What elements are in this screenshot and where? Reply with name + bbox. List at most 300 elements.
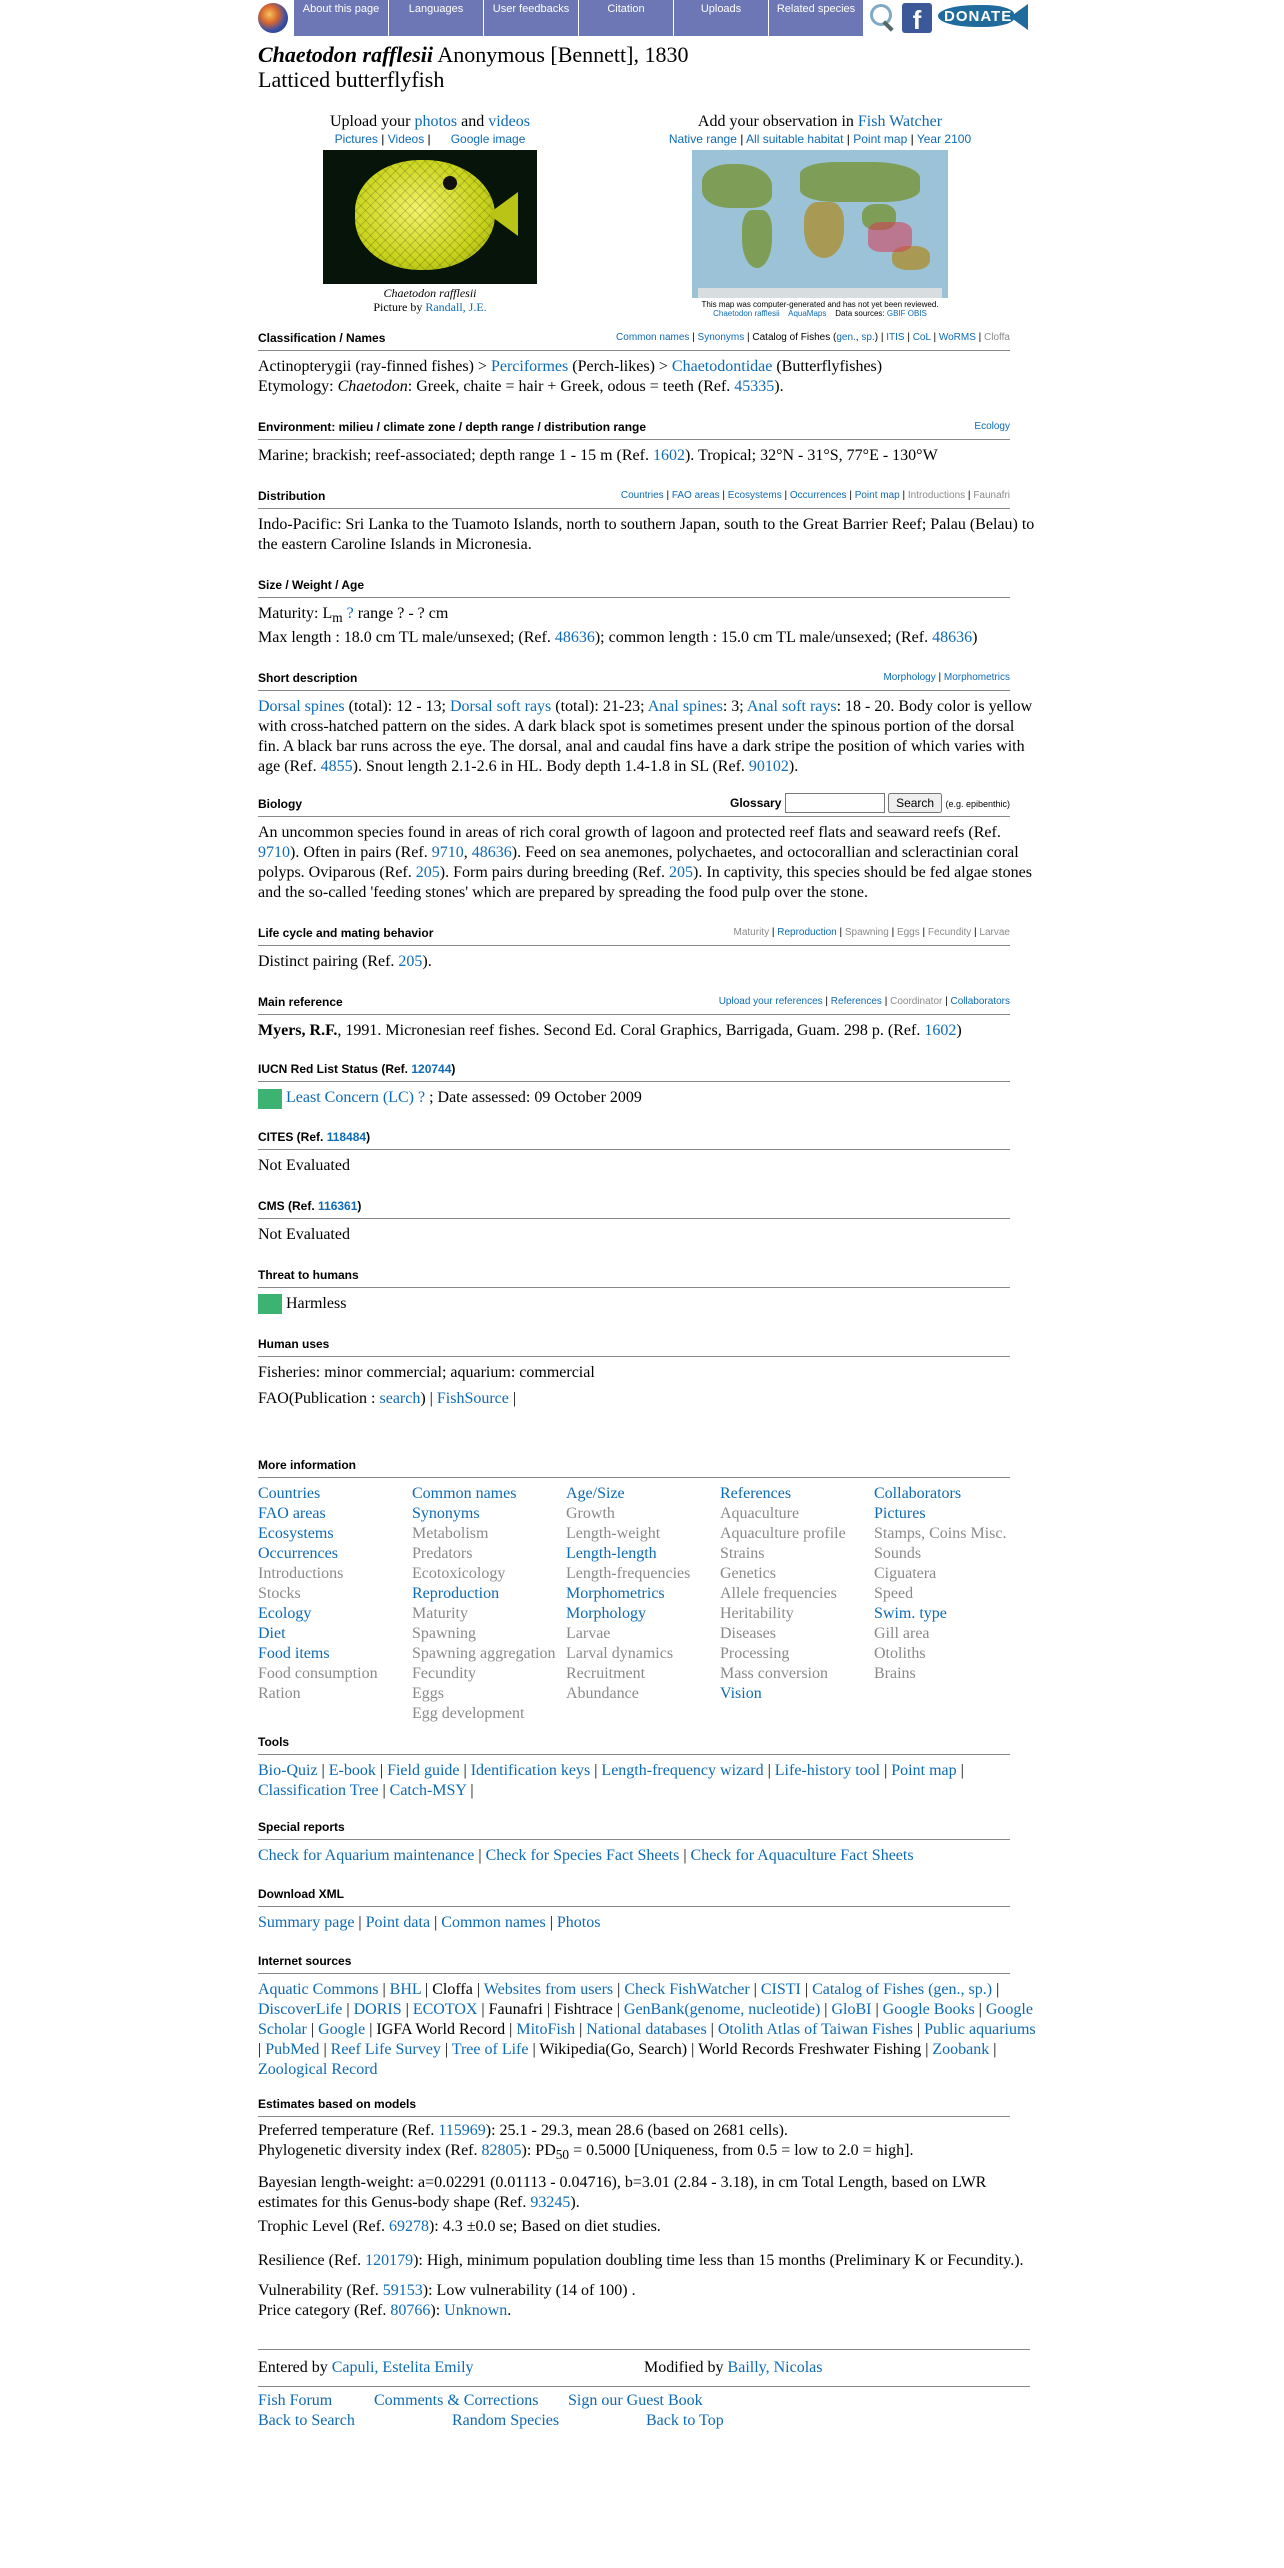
tab-coordinator: Coordinator	[890, 996, 943, 1008]
nav-uploads[interactable]: Uploads	[674, 0, 769, 36]
tab-eggs: Eggs	[896, 927, 920, 939]
photo-caption: Chaetodon rafflesii	[383, 286, 477, 300]
photographer-link[interactable]: Randall, J.E.	[425, 300, 487, 314]
description-text: : 18 - 20. Body color is yellow with cross-hatched pattern on the sides. A dark black spot is sometimes present under the spinous portion of the dorsal fin. A black bar runs across the eye. The dorsal, anal and caudal fins have a dark stripe the position of which varies with age (Ref.	[258, 698, 1033, 776]
price-end: .	[507, 2302, 512, 2320]
biology-text-3: ). Feed on sea anemones, polychaetes, and octocorallian and scleractinian coral polyps. Oviparous (Ref.	[258, 844, 1019, 882]
biology-text-4: ). Form pairs during breeding (Ref.	[439, 864, 666, 882]
xml-point-data[interactable]: Point data	[365, 1913, 431, 1931]
source-catalog-of-fishes-gen-sp[interactable]: Catalog of Fishes (gen., sp.)	[812, 1980, 993, 1998]
more-info-eggs: Eggs	[412, 1684, 444, 1702]
species-author: Anonymous [Bennett], 1830	[437, 42, 689, 67]
glossary-label: Glossary	[730, 796, 782, 811]
source-discoverlife[interactable]: DiscoverLife	[258, 2000, 343, 2018]
lifecycle-ref[interactable]: 205	[398, 953, 423, 971]
nav-citation[interactable]: Citation	[579, 0, 674, 36]
maturity-range: range ? - ? cm	[353, 605, 449, 622]
source-tree-of-life[interactable]: Tree of Life	[451, 2040, 529, 2058]
dorsal-spines-value: (total): 12 - 13;	[344, 698, 450, 716]
resilience-ref[interactable]: 120179	[365, 2252, 414, 2270]
tab-ecology[interactable]: Ecology	[974, 421, 1010, 432]
more-info-speed: Speed	[874, 1584, 914, 1602]
tab-references[interactable]: References	[830, 996, 882, 1008]
size-end: )	[972, 629, 978, 647]
distribution-text: Indo-Pacific: Sri Lanka to the Tuamoto Islands, north to southern Japan, south to the Great Barrier Reef; Palau (Belau) to the eastern Caroline Islands in Micronesia.	[258, 516, 1035, 553]
special-check-for-aquaculture-fact-sheets[interactable]: Check for Aquaculture Fact Sheets	[690, 1846, 914, 1864]
source-ecotox[interactable]: ECOTOX	[412, 2000, 478, 2018]
source-google-books[interactable]: Google Books	[882, 2000, 975, 2018]
trophic-value: ): 4.3 ±0.0 se; Based on diet studies.	[428, 2218, 661, 2236]
tab-countries[interactable]: Countries	[620, 490, 664, 501]
nav-languages[interactable]: Languages	[389, 0, 484, 36]
more-info-countries[interactable]: Countries	[258, 1484, 321, 1502]
guest-book-link[interactable]: Sign our Guest Book	[568, 2392, 703, 2410]
more-info-ecology[interactable]: Ecology	[258, 1604, 312, 1622]
tab-introductions: Introductions	[907, 490, 966, 501]
more-info-stocks: Stocks	[258, 1584, 301, 1602]
classification-section: Classification / Names Common names | Synonyms | Catalog of Fishes (gen., sp.) | ITIS | CoL | WoRMS | Cloffa Actinopterygii (ray-finned fishes) > Perciformes (Perch-likes) > Chaetodontidae (Butterflyfishes) Etymology: Chaetodon: Greek, chaite = hair + Greek, odous = teeth (Ref. 45335).	[258, 328, 1038, 397]
back-to-search-link[interactable]: Back to Search	[258, 2412, 355, 2430]
tools-section	[258, 1732, 1038, 1801]
more-info-occurrences[interactable]: Occurrences	[258, 1544, 338, 1562]
trophic-ref[interactable]: 69278	[388, 2218, 429, 2236]
more-info-sounds: Sounds	[874, 1544, 922, 1562]
main-reference-heading: Main reference	[258, 995, 343, 1010]
more-info-abundance: Abundance	[566, 1684, 639, 1702]
tool-identification-keys[interactable]: Identification keys	[470, 1761, 591, 1779]
xml-photos[interactable]: Photos	[556, 1913, 601, 1931]
distribution-heading: Distribution	[258, 489, 326, 503]
aquamaps-link[interactable]: AquaMaps	[788, 309, 827, 318]
source-national-databases[interactable]: National databases	[586, 2020, 707, 2038]
maturity-sub: m	[332, 610, 343, 626]
iucn-help-link[interactable]: ?	[417, 1089, 426, 1107]
tab-ecosystems[interactable]: Ecosystems	[727, 490, 782, 501]
videos-small-link[interactable]: Videos	[387, 132, 425, 146]
distribution-section: Distribution Countries | FAO areas | Ecosystems | Occurrences | Point map | Introductions | Faunafri Indo-Pacific: Sri Lanka to the Tuamoto Islands, north to southern Japan, south to the Great Barrier Reef; Palau (Belau) to the eastern Caroline Islands in Micronesia.	[258, 486, 1038, 555]
biology-text-5: ). In captivity, this species should be fed algae stones and the so-called 'feeding stones' which are prepared by spreading the food pulp over the stone.	[258, 864, 1032, 902]
tab-spawning: Spawning	[844, 927, 889, 939]
price-category-link[interactable]: Unknown	[444, 2302, 508, 2320]
iucn-date: ; Date assessed: 09 October 2009	[425, 1089, 642, 1107]
vulnerability-ref[interactable]: 59153	[382, 2282, 423, 2300]
blw-text: Bayesian length-weight: a=0.02291 (0.01113 - 0.04716), b=3.01 (2.84 - 3.18), in cm Total Length, based on LWR estimates for this Genus-body shape (Ref.	[258, 2174, 987, 2212]
source-wikipedia-go-search: Wikipedia(Go, Search)	[539, 2040, 688, 2058]
internet-sources-links: Aquatic Commons | BHL | Cloffa | Websites from users | Check FishWatcher | CISTI | Catalog of Fishes (gen., sp.) | DiscoverLife | DORIS | ECOTOX | Faunafri | Fishtrace | GenBank(genome, nucleotide) | GloBI | Google Books | Google Scholar | Google | IGFA World Record | MitoFish | National databases | Otolith Atlas of Taiwan Fishes | Public aquariums | PubMed | Reef Life Survey | Tree of Life | Wikipedia(Go, Search) | World Records Freshwater Fishing | Zoobank | Zoological Record	[258, 1980, 1036, 2078]
source-google-scholar[interactable]: Google Scholar	[258, 2000, 1033, 2038]
maturity-label: Maturity: L	[258, 605, 333, 622]
dorsal-spines-link[interactable]: Dorsal spines	[258, 698, 345, 716]
fishwatcher-link[interactable]: Fish Watcher	[857, 113, 943, 130]
tab-faunafri: Faunafri	[973, 490, 1010, 501]
source-zoobank[interactable]: Zoobank	[932, 2040, 990, 2058]
observation-label: Add your observation in	[697, 113, 854, 130]
special-check-for-aquarium-maintenance[interactable]: Check for Aquarium maintenance	[258, 1846, 475, 1864]
description-end: ).	[788, 758, 799, 776]
xml-common-names[interactable]: Common names	[441, 1913, 546, 1931]
cms-heading-end: )	[357, 1198, 362, 1213]
biology-ref-4[interactable]: 205	[415, 864, 440, 882]
tool-e-book[interactable]: E-book	[328, 1761, 376, 1779]
tab-common-names[interactable]: Common names	[616, 332, 690, 343]
map-panel: Add your observation in Fish Watcher Native range | All suitable habitat | Point map | Year 2100 This map was computer-generated and has not yet been reviewed. Chaetodon rafflesii AquaMaps Data sources: GBIF OBIS	[602, 112, 1038, 318]
more-info-food-items[interactable]: Food items	[258, 1644, 330, 1662]
iucn-heading	[258, 1059, 455, 1079]
source-otolith-atlas-of-taiwan-fishes[interactable]: Otolith Atlas of Taiwan Fishes	[717, 2020, 913, 2038]
more-information-grid	[258, 1484, 1038, 1724]
tab-worms[interactable]: WoRMS	[938, 332, 976, 343]
entered-by-link[interactable]: Capuli, Estelita Emily	[331, 2359, 474, 2377]
pd-value: ): PD	[521, 2141, 556, 2159]
pd-value-2: = 0.5000 [Uniqueness, from 0.5 = low to 2.0 = high].	[569, 2141, 914, 2159]
tool-life-history-tool[interactable]: Life-history tool	[774, 1761, 881, 1779]
modified-by-link[interactable]: Bailly, Nicolas	[727, 2359, 823, 2377]
biology-text-2: ). Often in pairs (Ref.	[290, 844, 428, 862]
fish-photo[interactable]	[323, 150, 537, 284]
search-icon[interactable]	[864, 0, 898, 36]
top-nav	[258, 0, 1038, 36]
more-info-ciguatera: Ciguatera	[874, 1564, 937, 1582]
more-info-recruitment: Recruitment	[566, 1664, 646, 1682]
footer-links	[258, 2391, 1038, 2431]
glossary-search-button[interactable]: Search	[888, 793, 942, 813]
threat-heading: Threat to humans	[258, 1267, 359, 1282]
download-xml-links: Summary page | Point data | Common names | Photos	[258, 1913, 601, 1931]
special-reports-links: Check for Aquarium maintenance | Check for Species Fact Sheets | Check for Aquaculture Fact Sheets	[258, 1846, 914, 1864]
year-2100-link[interactable]: Year 2100	[916, 132, 972, 146]
tab-cloffa: Cloffa	[984, 332, 1010, 343]
fishsource-sep: |	[508, 1389, 517, 1407]
more-info-fao-areas[interactable]: FAO areas	[258, 1504, 326, 1522]
anal-soft-rays-link[interactable]: Anal soft rays	[746, 698, 837, 716]
nav-user-feedbacks[interactable]: User feedbacks	[484, 0, 579, 36]
nav-related-species[interactable]: Related species	[769, 0, 864, 36]
source-genbank-genome-nucleotide[interactable]: GenBank(genome, nucleotide)	[623, 2000, 821, 2018]
description-ref-2[interactable]: 90102	[748, 758, 789, 776]
main-reference-section: Main reference Upload your references | References | Coordinator | Collaborators Myers, R.F., 1991. Micronesian reef fishes. Second Ed. Coral Graphics, Barrigada, Guam. 298 p. (Ref. 1602)	[258, 992, 1038, 1041]
upload-label: Upload your	[330, 113, 411, 130]
biology-ref-2[interactable]: 9710	[431, 844, 464, 862]
max-length-text: Max length : 18.0 cm TL male/unsexed; (Ref.	[258, 629, 551, 647]
etymology-end: ).	[774, 378, 784, 395]
more-info-diet[interactable]: Diet	[258, 1624, 286, 1642]
description-ref-1[interactable]: 4855	[320, 758, 353, 776]
photos-link[interactable]: photos	[414, 113, 458, 130]
more-info-fecundity: Fecundity	[412, 1664, 476, 1682]
tab-occurrences[interactable]: Occurrences	[789, 490, 847, 501]
footer-credits	[258, 2358, 1038, 2378]
cites-ref[interactable]: 118484	[326, 1129, 367, 1144]
comments-link[interactable]: Comments & Corrections	[374, 2392, 539, 2410]
modified-by-label: Modified by	[644, 2359, 724, 2377]
more-info-column	[412, 1484, 566, 1724]
source-reef-life-survey[interactable]: Reef Life Survey	[330, 2040, 441, 2058]
more-info-common-names[interactable]: Common names	[412, 1484, 517, 1502]
cites-heading-end: )	[366, 1129, 371, 1144]
environment-text: Marine; brackish; reef-associated; depth range 1 - 15 m (Ref.	[258, 447, 649, 464]
source-globi[interactable]: GloBI	[831, 2000, 872, 2018]
more-info-genetics: Genetics	[720, 1564, 776, 1582]
iucn-ref[interactable]: 120744	[411, 1062, 452, 1077]
tool-catch-msy[interactable]: Catch-MSY	[389, 1781, 467, 1799]
pd-sub: 50	[555, 2147, 570, 2163]
tool-classification-tree[interactable]: Classification Tree	[258, 1781, 379, 1799]
size-heading: Size / Weight / Age	[258, 578, 365, 592]
source-bhl[interactable]: BHL	[389, 1980, 422, 1998]
fishsource-link[interactable]: FishSource	[436, 1389, 509, 1407]
more-info-spawning: Spawning	[412, 1624, 476, 1642]
biology-text-1: An uncommon species found in areas of rich coral growth of lagoon and protected reef flats and seaward reefs (Ref.	[258, 824, 1001, 842]
map-species-link[interactable]: Chaetodon rafflesii	[713, 309, 780, 318]
download-xml-section	[258, 1884, 1038, 1933]
tool-point-map[interactable]: Point map	[891, 1761, 957, 1779]
blw-ref[interactable]: 93245	[530, 2194, 571, 2212]
more-info-otoliths: Otoliths	[874, 1644, 926, 1662]
tool-field-guide[interactable]: Field guide	[387, 1761, 460, 1779]
more-info-aquaculture-profile: Aquaculture profile	[720, 1524, 846, 1542]
family-common: (Butterflyfishes)	[776, 358, 883, 375]
pd-ref[interactable]: 82805	[481, 2141, 522, 2159]
cms-ref[interactable]: 116361	[318, 1198, 358, 1213]
more-info-allele-frequencies: Allele frequencies	[720, 1584, 837, 1602]
price-sep: ):	[430, 2302, 445, 2320]
tab-col[interactable]: CoL	[912, 332, 931, 343]
pictures-link[interactable]: Pictures	[334, 132, 378, 146]
tools-heading: Tools	[258, 1734, 290, 1749]
tab-itis[interactable]: ITIS	[886, 332, 905, 343]
more-info-vision[interactable]: Vision	[720, 1684, 762, 1702]
etymology-ref[interactable]: 45335	[734, 378, 775, 395]
description-text-2: ). Snout length 2.1-2.6 in HL. Body depth 1.4-1.8 in SL (Ref.	[352, 758, 745, 776]
tab-morphometrics[interactable]: Morphometrics	[943, 672, 1010, 684]
more-info-heritability: Heritability	[720, 1604, 794, 1622]
more-info-pictures[interactable]: Pictures	[874, 1504, 926, 1522]
cites-section	[258, 1127, 1038, 1176]
lifecycle-text: Distinct pairing (Ref.	[258, 953, 395, 971]
more-info-morphometrics[interactable]: Morphometrics	[566, 1584, 665, 1602]
more-info-references[interactable]: References	[720, 1484, 792, 1502]
more-info-spawning-aggregation: Spawning aggregation	[412, 1644, 556, 1662]
iucn-status-link[interactable]: Least Concern (LC)	[286, 1089, 414, 1107]
random-species-link[interactable]: Random Species	[452, 2412, 560, 2430]
source-google[interactable]: Google	[318, 2020, 366, 2038]
source-world-records-freshwater-fishing: World Records Freshwater Fishing	[698, 2040, 922, 2058]
cms-status: Not Evaluated	[258, 1225, 350, 1243]
biology-section: Biology Glossary Search (e.g. epibenthic) An uncommon species found in areas of rich coral growth of lagoon and protected reef flats and seaward reefs (Ref. 9710). Often in pairs (Ref. 9710, 48636). Feed on sea anemones, polychaetes, and octocorallian and scleractinian coral polyps. Oviparous (Ref. 205). Form pairs during breeding (Ref. 205). In captivity, this species should be fed algae stones and the so-called 'feeding stones' which are prepared by spreading the food pulp over the stone.	[258, 793, 1038, 903]
tab-synonyms[interactable]: Synonyms	[697, 332, 745, 343]
tab-paren: )	[874, 332, 879, 343]
more-information-heading: More information	[258, 1457, 356, 1472]
trophic-label: Trophic Level (Ref.	[258, 2218, 385, 2236]
glossary-input[interactable]	[785, 793, 885, 813]
threat-status: Harmless	[286, 1294, 347, 1312]
family-link[interactable]: Chaetodontidae	[671, 358, 773, 375]
tab-fecundity: Fecundity	[927, 927, 972, 939]
size-section	[258, 575, 1038, 648]
more-info-length-frequencies: Length-frequencies	[566, 1564, 691, 1582]
temp-ref[interactable]: 115969	[438, 2121, 486, 2139]
more-info-synonyms[interactable]: Synonyms	[412, 1504, 480, 1522]
picture-by-label: Picture by	[373, 300, 423, 314]
common-length-ref[interactable]: 48636	[932, 629, 973, 647]
more-info-column	[874, 1484, 1028, 1724]
source-aquatic-commons[interactable]: Aquatic Commons	[258, 1980, 379, 1998]
google-image-link[interactable]: Google image	[450, 132, 526, 146]
gbif-link[interactable]: GBIF	[886, 309, 906, 318]
species-name: Chaetodon rafflesii	[258, 42, 434, 67]
dorsal-soft-rays-value: (total): 21-23;	[551, 698, 648, 716]
common-name: Latticed butterflyfish	[258, 67, 445, 92]
more-info-maturity: Maturity	[412, 1604, 468, 1622]
short-description-heading: Short description	[258, 671, 358, 686]
page-title	[258, 42, 1038, 92]
obis-link[interactable]: OBIS	[907, 309, 927, 318]
main-reference-author: Myers, R.F.	[258, 1022, 338, 1040]
source-faunafri: Faunafri	[488, 2000, 543, 2018]
more-information-section	[258, 1455, 1038, 1724]
short-description-section: Short description Morphology | Morphometrics Dorsal spines (total): 12 - 13; Dorsal soft rays (total): 21-23; Anal spines: 3; Anal soft rays: 18 - 20. Body color is yellow with cross-hatched pattern on the sides. A dark black spot is sometimes present under the spinous portion of the dorsal fin. A black bar runs across the eye. The dorsal, anal and caudal fins have a dark stripe the position of which varies with age (Ref. 4855). Snout length 2.1-2.6 in HL. Body depth 1.4-1.8 in SL (Ref. 90102).	[258, 668, 1038, 777]
data-sources-label: Data sources:	[835, 309, 885, 318]
photo-panel: Upload your photos and videos Pictures | Videos | Google image Chaetodon rafflesii Picture by Randall, J.E.	[258, 112, 602, 318]
etymology-genus: Chaetodon	[337, 378, 408, 395]
more-info-gill-area: Gill area	[874, 1624, 930, 1642]
cites-heading: CITES (Ref.	[258, 1129, 324, 1144]
more-info-age-size[interactable]: Age/Size	[566, 1484, 625, 1502]
suitable-habitat-link[interactable]: All suitable habitat	[746, 132, 844, 146]
tool-bio-quiz[interactable]: Bio-Quiz	[258, 1761, 318, 1779]
tab-collaborators[interactable]: Collaborators	[950, 996, 1010, 1008]
cms-section	[258, 1196, 1038, 1245]
iucn-status-color	[258, 1089, 282, 1109]
lifecycle-heading: Life cycle and mating behavior	[258, 926, 434, 941]
cms-heading: CMS (Ref.	[258, 1198, 315, 1213]
distribution-map[interactable]	[692, 150, 948, 298]
fao-search-link[interactable]: search	[379, 1389, 421, 1407]
special-reports-section	[258, 1817, 1038, 1866]
tab-larvae: Larvae	[979, 927, 1010, 939]
iucn-section	[258, 1059, 1038, 1108]
resilience-label: Resilience (Ref.	[258, 2252, 362, 2270]
tab-reproduction[interactable]: Reproduction	[777, 927, 837, 939]
lifecycle-end: ).	[422, 953, 432, 971]
pd-label: Phylogenetic diversity index (Ref.	[258, 2141, 478, 2159]
internet-sources-heading: Internet sources	[258, 1953, 352, 1968]
biology-ref-1[interactable]: 9710	[258, 844, 290, 862]
more-info-column	[720, 1484, 874, 1724]
xml-summary-page[interactable]: Summary page	[258, 1913, 355, 1931]
tab-cof-sp[interactable]: sp.	[861, 332, 875, 343]
human-uses-heading: Human uses	[258, 1336, 330, 1351]
source-zoological-record[interactable]: Zoological Record	[258, 2060, 378, 2078]
human-uses-section	[258, 1334, 1038, 1409]
videos-link[interactable]: videos	[488, 113, 530, 130]
source-public-aquariums[interactable]: Public aquariums	[924, 2020, 1036, 2038]
more-info-food-consumption: Food consumption	[258, 1664, 378, 1682]
tab-point-map[interactable]: Point map	[854, 490, 900, 501]
special-reports-heading: Special reports	[258, 1819, 345, 1834]
biology-ref-5[interactable]: 205	[669, 864, 694, 882]
price-ref[interactable]: 80766	[390, 2302, 431, 2320]
more-info-swim-type[interactable]: Swim. type	[874, 1604, 947, 1622]
tab-morphology[interactable]: Morphology	[883, 672, 936, 684]
more-info-larvae: Larvae	[566, 1624, 611, 1642]
more-info-metabolism: Metabolism	[412, 1524, 489, 1542]
threat-section	[258, 1265, 1038, 1314]
more-info-collaborators[interactable]: Collaborators	[874, 1484, 962, 1502]
more-info-larval-dynamics: Larval dynamics	[566, 1644, 674, 1662]
more-info-column	[566, 1484, 720, 1724]
donate-label: DONATE	[944, 8, 1013, 25]
tab-cof-gen[interactable]: gen.	[836, 332, 856, 343]
biology-heading: Biology	[258, 796, 302, 811]
anal-spines-link[interactable]: Anal spines	[647, 698, 723, 716]
more-info-introductions: Introductions	[258, 1564, 344, 1582]
source-pubmed[interactable]: PubMed	[265, 2040, 320, 2058]
tab-fao-areas[interactable]: FAO areas	[671, 490, 720, 501]
source-doris[interactable]: DORIS	[353, 2000, 402, 2018]
main-reference-ref[interactable]: 1602	[924, 1022, 957, 1040]
source-igfa-world-record: IGFA World Record	[376, 2020, 506, 2038]
vulnerability-label: Vulnerability (Ref.	[258, 2282, 379, 2300]
etymology-label: Etymology:	[258, 378, 334, 395]
more-info-processing: Processing	[720, 1644, 790, 1662]
donate-button[interactable]	[936, 0, 1028, 34]
anal-spines-value: : 3;	[722, 698, 747, 716]
price-label: Price category (Ref.	[258, 2302, 387, 2320]
fishbase-logo-icon[interactable]	[258, 3, 288, 33]
source-websites-from-users[interactable]: Websites from users	[483, 1980, 614, 1998]
dorsal-soft-rays-link[interactable]: Dorsal soft rays	[449, 698, 552, 716]
special-check-for-species-fact-sheets[interactable]: Check for Species Fact Sheets	[485, 1846, 680, 1864]
environment-ref[interactable]: 1602	[652, 447, 685, 464]
tool-length-frequency-wizard[interactable]: Length-frequency wizard	[601, 1761, 764, 1779]
classification-heading: Classification / Names	[258, 331, 386, 345]
native-range-link[interactable]: Native range	[668, 132, 737, 146]
etymology-text: : Greek, chaite = hair + Greek, odous = teeth (Ref.	[407, 378, 731, 395]
internet-sources-section	[258, 1951, 1038, 2080]
more-info-ecosystems[interactable]: Ecosystems	[258, 1524, 334, 1542]
source-cisti[interactable]: CISTI	[760, 1980, 801, 1998]
biology-ref-3[interactable]: 48636	[471, 844, 512, 862]
maturity-help-link[interactable]: ?	[346, 605, 354, 622]
lifecycle-section: Life cycle and mating behavior Maturity | Reproduction | Spawning | Eggs | Fecundity | Larvae Distinct pairing (Ref. 205).	[258, 923, 1038, 972]
order-link[interactable]: Perciformes	[490, 358, 569, 375]
more-info-length-weight: Length-weight	[566, 1524, 661, 1542]
point-map-link[interactable]: Point map	[853, 132, 908, 146]
more-info-length-length[interactable]: Length-length	[566, 1544, 657, 1562]
max-length-ref[interactable]: 48636	[554, 629, 595, 647]
more-info-morphology[interactable]: Morphology	[566, 1604, 646, 1622]
source-fishtrace: Fishtrace	[554, 2000, 613, 2018]
main-reference-end: )	[956, 1022, 962, 1040]
class-text: Actinopterygii (ray-finned fishes) >	[258, 358, 487, 375]
media-row	[258, 112, 1038, 318]
tab-upload-references[interactable]: Upload your references	[718, 996, 823, 1008]
source-check-fishwatcher[interactable]: Check FishWatcher	[624, 1980, 750, 1998]
more-info-stamps-coins-misc: Stamps, Coins Misc.	[874, 1524, 1007, 1542]
facebook-icon[interactable]: f	[902, 3, 932, 33]
more-info-egg-development: Egg development	[412, 1704, 525, 1722]
source-mitofish[interactable]: MitoFish	[516, 2020, 576, 2038]
fish-forum-link[interactable]: Fish Forum	[258, 2392, 333, 2410]
back-to-top-link[interactable]: Back to Top	[646, 2412, 724, 2430]
more-info-diseases: Diseases	[720, 1624, 776, 1642]
more-info-strains: Strains	[720, 1544, 765, 1562]
and-text: and	[461, 113, 485, 130]
more-info-reproduction[interactable]: Reproduction	[412, 1584, 500, 1602]
nav-about[interactable]: About this page	[294, 0, 389, 36]
fao-sep: ) |	[420, 1389, 437, 1407]
